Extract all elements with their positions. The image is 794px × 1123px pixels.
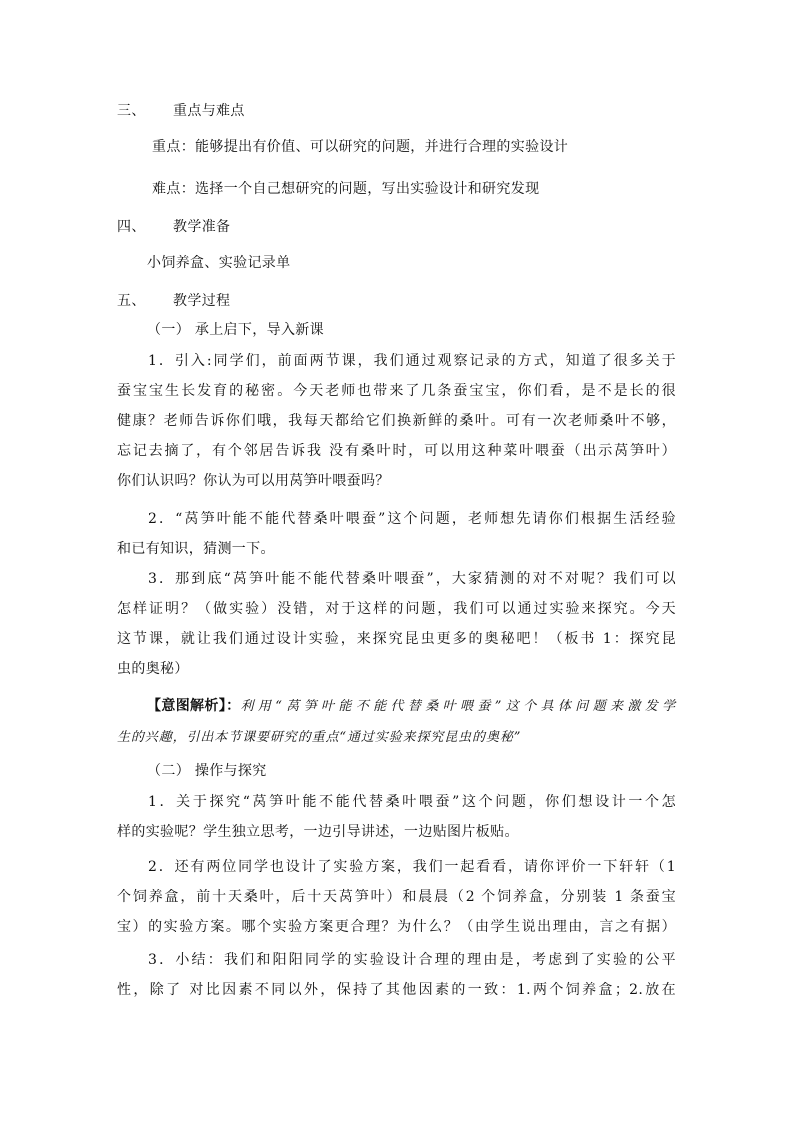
- paragraph-line: 2．还有两位同学也设计了实验方案，我们一起看看，请你评价一下轩轩（1: [148, 859, 676, 875]
- paragraph-line: 健康？老师告诉你们哦，我每天都给它们换新鲜的桑叶。可有一次老师桑叶不够，: [117, 413, 676, 429]
- paragraph-line: 性，除了 对比因素不同以外，保持了其他因素的一致：1.两个饲养盒；2.放在: [117, 982, 676, 998]
- section-number: 五、: [117, 293, 146, 309]
- section-number: 四、: [117, 219, 146, 235]
- section-number: 三、: [117, 103, 146, 119]
- paragraph-line: 忘记去摘了，有个邻居告诉我 没有桑叶时，可以用这种菜叶喂蚕（出示莴笋叶）: [117, 443, 676, 459]
- intent-analysis-line: [147, 696, 676, 717]
- section-heading-3: [117, 101, 245, 121]
- paragraph-line: 个饲养盒，前十天桑叶，后十天莴笋叶）和晨晨（2 个饲养盒，分别装 1 条蚕宝: [117, 889, 676, 905]
- subsection-heading-1: （一） 承上启下，导入新课: [147, 322, 324, 338]
- paragraph-line: 和已有知识，猜测一下。: [117, 541, 275, 557]
- paragraph-line: 2．“莴笋叶能不能代替桑叶喂蚕”这个问题，老师想先请你们根据生活经验: [148, 511, 676, 527]
- paragraph-line: 怎样证明？（做实验）没错，对于这样的问题，我们可以通过实验来探究。今天: [117, 601, 676, 617]
- paragraph-line: 1．关于探究“莴笋叶能不能代替桑叶喂蚕”这个问题，你们想设计一个怎: [148, 794, 676, 810]
- section-title: 重点与难点: [173, 103, 245, 119]
- paragraph-line: 样的实验呢？学生独立思考，一边引导讲述，一边贴图片板贴。: [117, 824, 519, 840]
- paragraph-line: 蚕宝宝生长发育的秘密。今天老师也带来了几条蚕宝宝，你们看，是不是长的很: [117, 383, 676, 399]
- intent-analysis-text: 生的兴趣，引出本节课要研究的重点“通过实验来探究昆虫的奥秘”: [117, 730, 522, 745]
- preparation-materials: 小饲养盒、实验记录单: [147, 255, 291, 271]
- paragraph-line: 宝）的实验方案。哪个实验方案更合理？为什么？（由学生说出理由，言之有据）: [117, 919, 676, 935]
- section-heading-5: [117, 291, 230, 311]
- paragraph-line: 3．小结：我们和阳阳同学的实验设计合理的理由是，考虑到了实验的公平: [148, 952, 676, 968]
- section-title: 教学准备: [173, 219, 231, 235]
- intent-analysis-text: 利用“莴笋叶能不能代替桑叶喂蚕”这个具体问题来激发学: [240, 699, 676, 714]
- key-point: 重点：能够提出有价值、可以研究的问题，并进行合理的实验设计: [152, 139, 569, 155]
- section-title: 教学过程: [173, 293, 231, 309]
- paragraph-line: 虫的奥秘）: [117, 661, 189, 677]
- difficult-point: 难点：选择一个自己想研究的问题，写出实验设计和研究发现: [152, 181, 540, 197]
- paragraph-line: 你们认识吗？你认为可以用莴笋叶喂蚕吗？: [117, 473, 390, 489]
- intent-analysis-label: 【意图解析】：: [147, 698, 241, 714]
- section-heading-4: [117, 217, 230, 237]
- paragraph-line: 1．引入:同学们，前面两节课，我们通过观察记录的方式，知道了很多关于: [148, 353, 676, 369]
- paragraph-line: 这节课，就让我们通过设计实验，来探究昆虫更多的奥秘吧！（板书 1：探究昆: [117, 631, 676, 647]
- subsection-heading-2: （二） 操作与探究: [147, 763, 267, 779]
- paragraph-line: 3．那到底“莴笋叶能不能代替桑叶喂蚕”，大家猜测的对不对呢？我们可以: [148, 571, 676, 587]
